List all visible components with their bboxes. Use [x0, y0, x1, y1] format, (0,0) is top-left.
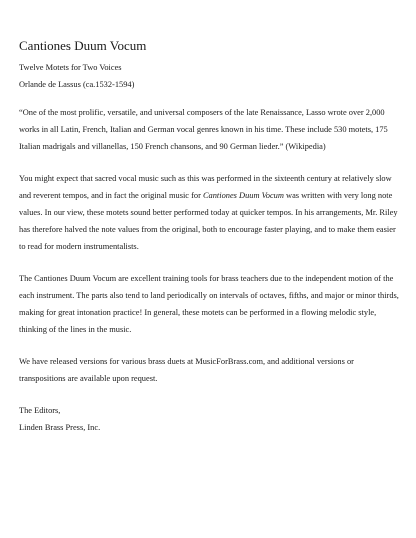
paragraph-tempo-text-2: was written with very long note values. In our view, these motets sound better performed today at quicker tempos. In his arrangements, Mr. Riley has therefore halved the note values from the original, both to encourage faster playing, and to make them easier to read for modern instrumentalists.: [19, 191, 398, 251]
signature-publisher: Linden Brass Press, Inc.: [19, 423, 101, 432]
paragraph-tempo: [19, 170, 399, 255]
paragraph-tempo-text-1: You might expect that sacred vocal music such as this was performed in the sixteenth century at relatively slow and reverent tempos, and in fact the original music for: [19, 174, 392, 200]
paragraph-versions: We have released versions for various brass duets at MusicForBrass.com, and additional versions or transpositions are available upon request.: [19, 357, 354, 383]
composer-line: Orlande de Lassus (ca.1532-1594): [19, 80, 135, 89]
document-subtitle: Twelve Motets for Two Voices: [19, 63, 122, 72]
paragraph-training: The Cantiones Duum Vocum are excellent training tools for brass teachers due to the independent motion of the each instrument. The parts also tend to land periodically on intervals of octaves, fifths, and major or minor thirds, making for great intonation practice! In general, these motets can be performed in a flowing melodic style, thinking of the lines in the music.: [19, 274, 399, 334]
work-title-italic: Cantiones Duum Vocum: [202, 191, 284, 200]
paragraph-quote: “One of the most prolific, versatile, and universal composers of the late Renaissance, Lasso wrote over 2,000 works in all Latin, French, Italian and German vocal genres known in his time. These include 530 motets, 175 Italian madrigals and villanellas, 150 French chansons, and 90 German lieder.” (Wikipedia): [19, 108, 388, 151]
signature-editors: The Editors,: [19, 406, 61, 415]
document-title: Cantiones Duum Vocum: [19, 38, 147, 53]
document-page: [19, 38, 399, 436]
